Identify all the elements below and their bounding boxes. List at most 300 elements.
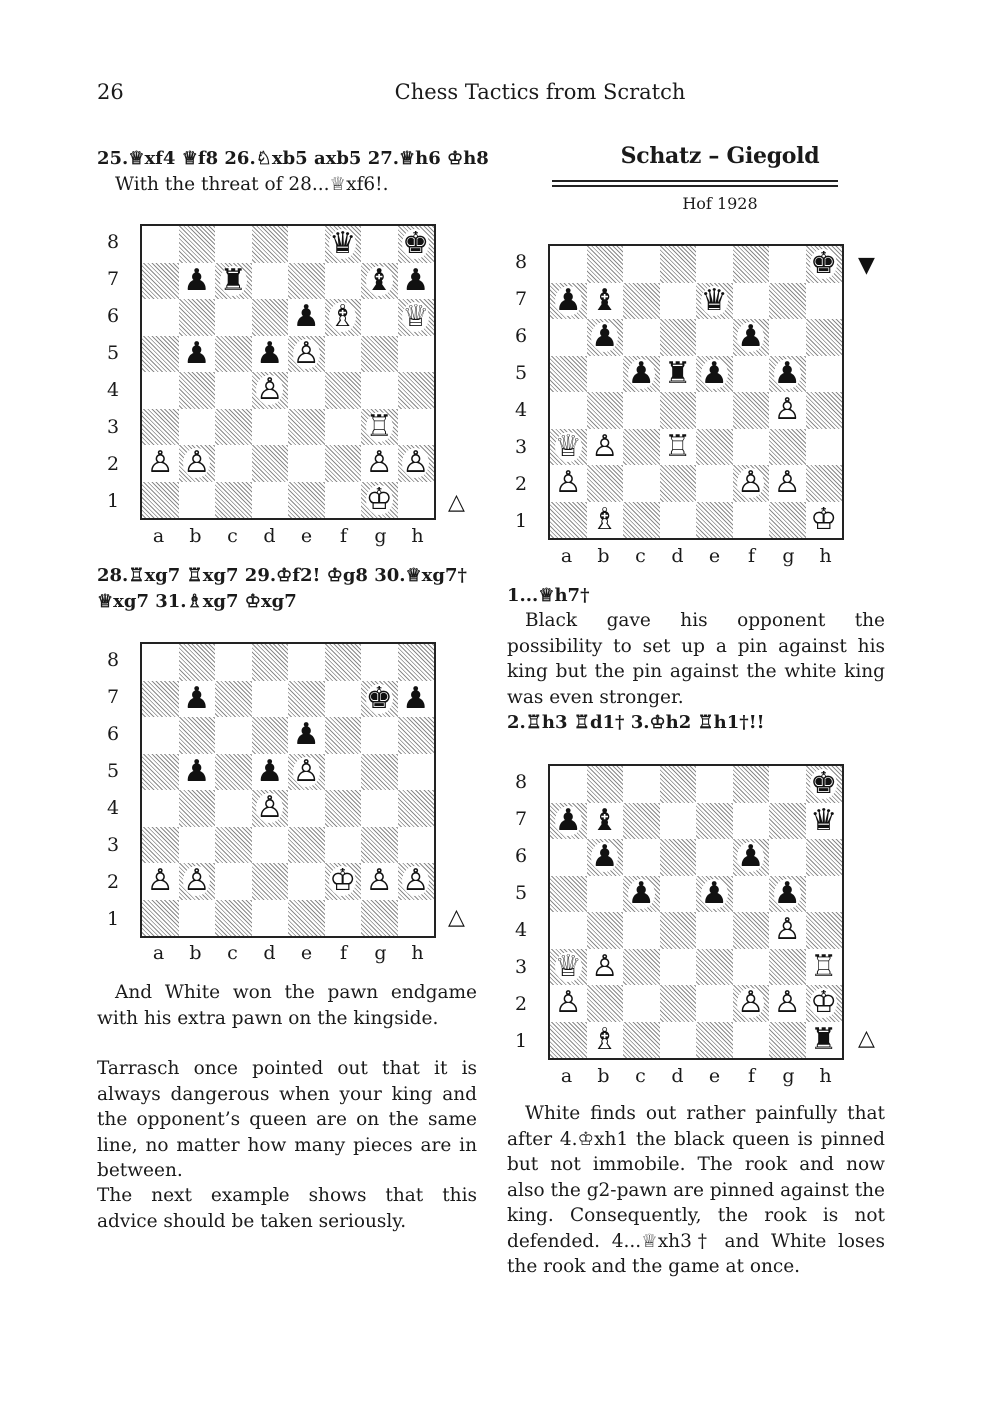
rank-label: 2 bbox=[106, 870, 120, 893]
square-b4 bbox=[179, 372, 216, 409]
rank-label: 3 bbox=[514, 955, 528, 978]
white-pawn-icon: ♙ bbox=[256, 790, 284, 826]
square-f7 bbox=[733, 283, 770, 320]
square-f1 bbox=[733, 502, 770, 539]
square-g6 bbox=[769, 319, 806, 356]
square-a8 bbox=[142, 226, 179, 263]
black-queen-icon: ♛ bbox=[329, 226, 357, 262]
square-h2 bbox=[398, 445, 435, 482]
square-g1 bbox=[361, 482, 398, 519]
square-a5 bbox=[550, 876, 587, 913]
square-c4 bbox=[215, 372, 252, 409]
square-e1 bbox=[696, 502, 733, 539]
black-king-icon: ♚ bbox=[810, 246, 838, 282]
square-d7 bbox=[252, 681, 289, 718]
file-label: c bbox=[635, 1065, 646, 1087]
square-d2 bbox=[660, 465, 697, 502]
file-label: b bbox=[189, 525, 202, 547]
rank-label: 6 bbox=[514, 324, 528, 347]
white-king-icon: ♔ bbox=[810, 501, 838, 537]
white-king-icon: ♔ bbox=[365, 481, 393, 517]
white-pawn-icon: ♙ bbox=[773, 465, 801, 501]
square-c7 bbox=[623, 283, 660, 320]
square-a8 bbox=[142, 644, 179, 681]
black-pawn-icon: ♟ bbox=[256, 753, 284, 789]
square-a4 bbox=[550, 392, 587, 429]
square-a7 bbox=[550, 803, 587, 840]
move-sequence-2b: ♕xg7 31.♗xg7 ♔xg7 bbox=[97, 591, 297, 612]
file-label: g bbox=[782, 1065, 795, 1087]
square-h2 bbox=[806, 465, 843, 502]
square-b7 bbox=[179, 681, 216, 718]
square-f3 bbox=[325, 409, 362, 446]
black-pawn-icon: ♟ bbox=[773, 875, 801, 911]
square-e7 bbox=[288, 681, 325, 718]
square-g2 bbox=[769, 985, 806, 1022]
square-a7 bbox=[550, 283, 587, 320]
rank-label: 5 bbox=[514, 881, 528, 904]
black-bishop-icon: ♝ bbox=[591, 802, 619, 838]
square-g8 bbox=[361, 644, 398, 681]
white-pawn-icon: ♙ bbox=[554, 985, 582, 1021]
square-d5 bbox=[252, 336, 289, 373]
square-b1 bbox=[179, 482, 216, 519]
square-a1 bbox=[550, 1022, 587, 1059]
square-d3 bbox=[660, 949, 697, 986]
white-to-move-icon: △ bbox=[448, 490, 465, 515]
square-g4 bbox=[361, 790, 398, 827]
square-g7 bbox=[361, 681, 398, 718]
square-a4 bbox=[142, 790, 179, 827]
black-pawn-icon: ♟ bbox=[591, 839, 619, 875]
square-a3 bbox=[142, 827, 179, 864]
white-rook-icon: ♖ bbox=[365, 408, 393, 444]
square-f2 bbox=[325, 863, 362, 900]
square-e7 bbox=[696, 283, 733, 320]
file-label: f bbox=[339, 525, 348, 547]
square-c2 bbox=[215, 445, 252, 482]
square-a7 bbox=[142, 681, 179, 718]
move-sequence-3: 1...♕h7† bbox=[507, 585, 590, 606]
square-g7 bbox=[361, 263, 398, 300]
square-b8 bbox=[179, 644, 216, 681]
white-pawn-icon: ♙ bbox=[591, 948, 619, 984]
chess-board bbox=[548, 244, 844, 540]
file-label: b bbox=[597, 1065, 610, 1087]
square-h4 bbox=[398, 790, 435, 827]
square-g8 bbox=[361, 226, 398, 263]
square-d1 bbox=[252, 900, 289, 937]
square-e4 bbox=[696, 912, 733, 949]
rank-label: 8 bbox=[106, 230, 120, 253]
rank-label: 2 bbox=[514, 472, 528, 495]
white-bishop-icon: ♗ bbox=[591, 1021, 619, 1057]
square-a5 bbox=[550, 356, 587, 393]
rank-label: 8 bbox=[514, 250, 528, 273]
square-h3 bbox=[398, 409, 435, 446]
square-f8 bbox=[325, 226, 362, 263]
white-queen-icon: ♕ bbox=[402, 299, 430, 335]
square-f5 bbox=[733, 876, 770, 913]
black-pawn-icon: ♟ bbox=[700, 355, 728, 391]
square-d8 bbox=[660, 246, 697, 283]
square-a2 bbox=[142, 445, 179, 482]
square-f3 bbox=[325, 827, 362, 864]
square-d7 bbox=[252, 263, 289, 300]
square-g2 bbox=[361, 445, 398, 482]
square-a4 bbox=[142, 372, 179, 409]
square-c6 bbox=[623, 839, 660, 876]
square-h8 bbox=[806, 246, 843, 283]
file-label: b bbox=[189, 942, 202, 964]
square-h6 bbox=[806, 839, 843, 876]
square-e2 bbox=[696, 465, 733, 502]
rank-label: 4 bbox=[514, 398, 528, 421]
file-label: a bbox=[152, 525, 165, 547]
square-d6 bbox=[660, 319, 697, 356]
white-pawn-icon: ♙ bbox=[737, 465, 765, 501]
file-label: g bbox=[782, 545, 795, 567]
square-h5 bbox=[398, 754, 435, 791]
square-a1 bbox=[550, 502, 587, 539]
square-d8 bbox=[252, 644, 289, 681]
rank-label: 1 bbox=[106, 489, 120, 512]
square-f7 bbox=[733, 803, 770, 840]
black-pawn-icon: ♟ bbox=[554, 282, 582, 318]
square-e1 bbox=[288, 900, 325, 937]
file-label: e bbox=[300, 942, 313, 964]
square-d3 bbox=[660, 429, 697, 466]
white-pawn-icon: ♙ bbox=[402, 863, 430, 899]
black-pawn-icon: ♟ bbox=[627, 355, 655, 391]
black-pawn-icon: ♟ bbox=[256, 335, 284, 371]
square-d8 bbox=[660, 766, 697, 803]
square-e3 bbox=[696, 949, 733, 986]
file-label: d bbox=[263, 525, 276, 547]
square-b5 bbox=[587, 876, 624, 913]
square-f4 bbox=[325, 372, 362, 409]
square-g2 bbox=[769, 465, 806, 502]
black-pawn-icon: ♟ bbox=[737, 839, 765, 875]
square-b1 bbox=[587, 502, 624, 539]
square-g3 bbox=[769, 429, 806, 466]
black-pawn-icon: ♟ bbox=[292, 299, 320, 335]
title-rule-top bbox=[552, 180, 838, 182]
square-e2 bbox=[696, 985, 733, 1022]
white-pawn-icon: ♙ bbox=[365, 863, 393, 899]
square-g6 bbox=[361, 299, 398, 336]
black-king-icon: ♚ bbox=[402, 226, 430, 262]
black-pawn-icon: ♟ bbox=[183, 680, 211, 716]
rank-label: 4 bbox=[106, 796, 120, 819]
square-a6 bbox=[142, 299, 179, 336]
square-c5 bbox=[623, 876, 660, 913]
square-g3 bbox=[769, 949, 806, 986]
square-e8 bbox=[288, 644, 325, 681]
file-label: h bbox=[819, 545, 832, 567]
black-king-icon: ♚ bbox=[365, 680, 393, 716]
black-queen-icon: ♛ bbox=[810, 802, 838, 838]
square-c6 bbox=[215, 717, 252, 754]
white-pawn-icon: ♙ bbox=[146, 863, 174, 899]
square-h4 bbox=[806, 912, 843, 949]
square-e5 bbox=[696, 356, 733, 393]
square-h1 bbox=[806, 1022, 843, 1059]
paragraph-conclusion: White finds out rather painfully that after 4.♔xh1 the black queen is pinned but not immobile. The rook and now also the g2-pawn are pinned against the king. Consequently, the rook is not defended. 4...♕xh3† and White loses the rook and the game at once. bbox=[507, 1103, 885, 1277]
square-d6 bbox=[252, 717, 289, 754]
square-d4 bbox=[252, 790, 289, 827]
file-label: h bbox=[411, 525, 424, 547]
square-c2 bbox=[623, 985, 660, 1022]
square-h2 bbox=[398, 863, 435, 900]
square-a2 bbox=[142, 863, 179, 900]
square-a3 bbox=[550, 429, 587, 466]
black-pawn-icon: ♟ bbox=[183, 262, 211, 298]
file-label: c bbox=[227, 942, 238, 964]
square-c8 bbox=[623, 246, 660, 283]
square-g4 bbox=[361, 372, 398, 409]
white-pawn-icon: ♙ bbox=[183, 863, 211, 899]
paragraph-pin: Black gave his opponent the possibility to set up a pin against his king but the pin against the white king was even stronger. bbox=[507, 610, 885, 708]
square-c8 bbox=[215, 226, 252, 263]
square-e7 bbox=[696, 803, 733, 840]
white-to-move-icon: △ bbox=[448, 905, 465, 930]
square-d3 bbox=[252, 409, 289, 446]
square-a3 bbox=[142, 409, 179, 446]
square-f2 bbox=[733, 465, 770, 502]
black-rook-icon: ♜ bbox=[219, 262, 247, 298]
square-g8 bbox=[769, 766, 806, 803]
square-h4 bbox=[806, 392, 843, 429]
square-a7 bbox=[142, 263, 179, 300]
square-d1 bbox=[252, 482, 289, 519]
move-sequence-1: 25.♕xf4 ♕f8 26.♘xb5 axb5 27.♕h6 ♔h8 bbox=[97, 148, 489, 169]
square-g2 bbox=[361, 863, 398, 900]
square-b4 bbox=[587, 392, 624, 429]
rank-label: 4 bbox=[106, 378, 120, 401]
square-b5 bbox=[179, 336, 216, 373]
black-rook-icon: ♜ bbox=[810, 1021, 838, 1057]
square-b1 bbox=[587, 1022, 624, 1059]
square-b5 bbox=[587, 356, 624, 393]
running-title: Chess Tactics from Scratch bbox=[394, 80, 686, 104]
square-c7 bbox=[215, 263, 252, 300]
square-d2 bbox=[252, 863, 289, 900]
rank-label: 5 bbox=[106, 341, 120, 364]
white-pawn-icon: ♙ bbox=[256, 372, 284, 408]
square-f8 bbox=[733, 766, 770, 803]
black-pawn-icon: ♟ bbox=[183, 753, 211, 789]
square-g3 bbox=[361, 409, 398, 446]
square-f4 bbox=[733, 392, 770, 429]
white-pawn-icon: ♙ bbox=[591, 428, 619, 464]
square-d2 bbox=[252, 445, 289, 482]
white-pawn-icon: ♙ bbox=[365, 445, 393, 481]
file-label: h bbox=[411, 942, 424, 964]
square-b1 bbox=[179, 900, 216, 937]
square-c5 bbox=[215, 336, 252, 373]
square-g5 bbox=[361, 336, 398, 373]
square-g1 bbox=[769, 502, 806, 539]
white-pawn-icon: ♙ bbox=[737, 985, 765, 1021]
square-f8 bbox=[733, 246, 770, 283]
square-f6 bbox=[325, 299, 362, 336]
square-h3 bbox=[806, 949, 843, 986]
paragraph-tarrasch: Tarrasch once pointed out that it is always dangerous when your king and the opponent’s queen are on the same line, no matter how many pieces are in between. bbox=[97, 1058, 477, 1181]
square-c6 bbox=[623, 319, 660, 356]
square-d7 bbox=[660, 803, 697, 840]
square-d5 bbox=[660, 876, 697, 913]
square-f6 bbox=[733, 839, 770, 876]
square-d6 bbox=[252, 299, 289, 336]
square-b2 bbox=[587, 465, 624, 502]
square-a1 bbox=[142, 482, 179, 519]
white-to-move-icon: △ bbox=[858, 1026, 875, 1051]
square-e3 bbox=[288, 827, 325, 864]
square-h5 bbox=[806, 876, 843, 913]
square-b8 bbox=[587, 246, 624, 283]
white-pawn-icon: ♙ bbox=[146, 445, 174, 481]
square-h7 bbox=[806, 283, 843, 320]
file-label: e bbox=[708, 545, 721, 567]
square-g4 bbox=[769, 392, 806, 429]
game-title: Schatz – Giegold bbox=[620, 143, 820, 169]
square-f2 bbox=[325, 445, 362, 482]
square-f4 bbox=[325, 790, 362, 827]
square-h8 bbox=[806, 766, 843, 803]
rank-label: 7 bbox=[514, 287, 528, 310]
square-a5 bbox=[142, 336, 179, 373]
square-f5 bbox=[325, 754, 362, 791]
black-pawn-icon: ♟ bbox=[292, 717, 320, 753]
square-a6 bbox=[550, 839, 587, 876]
square-a2 bbox=[550, 985, 587, 1022]
square-b4 bbox=[179, 790, 216, 827]
file-label: f bbox=[339, 942, 348, 964]
square-f2 bbox=[733, 985, 770, 1022]
square-f1 bbox=[325, 482, 362, 519]
black-pawn-icon: ♟ bbox=[700, 875, 728, 911]
square-a4 bbox=[550, 912, 587, 949]
square-f1 bbox=[733, 1022, 770, 1059]
square-b8 bbox=[587, 766, 624, 803]
square-h5 bbox=[398, 336, 435, 373]
square-g8 bbox=[769, 246, 806, 283]
square-g1 bbox=[361, 900, 398, 937]
rank-label: 4 bbox=[514, 918, 528, 941]
square-b4 bbox=[587, 912, 624, 949]
square-b7 bbox=[587, 283, 624, 320]
square-e1 bbox=[288, 482, 325, 519]
file-label: c bbox=[635, 545, 646, 567]
square-d6 bbox=[660, 839, 697, 876]
file-label: e bbox=[300, 525, 313, 547]
threat-note: With the threat of 28...♕xf6!. bbox=[115, 174, 389, 195]
square-e7 bbox=[288, 263, 325, 300]
square-e4 bbox=[288, 790, 325, 827]
square-e6 bbox=[696, 319, 733, 356]
white-rook-icon: ♖ bbox=[810, 948, 838, 984]
square-b6 bbox=[587, 839, 624, 876]
square-c8 bbox=[215, 644, 252, 681]
square-e4 bbox=[288, 372, 325, 409]
black-bishop-icon: ♝ bbox=[365, 262, 393, 298]
square-a5 bbox=[142, 754, 179, 791]
black-to-move-icon: ▼ bbox=[858, 253, 875, 278]
square-e6 bbox=[288, 299, 325, 336]
black-queen-icon: ♛ bbox=[700, 282, 728, 318]
square-d2 bbox=[660, 985, 697, 1022]
rank-label: 7 bbox=[106, 685, 120, 708]
square-g4 bbox=[769, 912, 806, 949]
square-g3 bbox=[361, 827, 398, 864]
square-g6 bbox=[361, 717, 398, 754]
rank-label: 3 bbox=[514, 435, 528, 458]
page-number: 26 bbox=[97, 80, 124, 104]
white-pawn-icon: ♙ bbox=[773, 912, 801, 948]
white-queen-icon: ♕ bbox=[554, 428, 582, 464]
square-c1 bbox=[623, 502, 660, 539]
square-b2 bbox=[179, 445, 216, 482]
white-king-icon: ♔ bbox=[329, 863, 357, 899]
chess-board bbox=[548, 764, 844, 1060]
square-b3 bbox=[587, 429, 624, 466]
file-label: c bbox=[227, 525, 238, 547]
square-c1 bbox=[623, 1022, 660, 1059]
black-king-icon: ♚ bbox=[810, 766, 838, 802]
square-f1 bbox=[325, 900, 362, 937]
square-d5 bbox=[252, 754, 289, 791]
white-queen-icon: ♕ bbox=[554, 948, 582, 984]
square-d4 bbox=[660, 392, 697, 429]
square-c3 bbox=[215, 409, 252, 446]
file-label: d bbox=[671, 545, 684, 567]
square-c2 bbox=[215, 863, 252, 900]
file-label: a bbox=[152, 942, 165, 964]
black-pawn-icon: ♟ bbox=[627, 875, 655, 911]
square-a1 bbox=[142, 900, 179, 937]
rank-label: 1 bbox=[514, 509, 528, 532]
file-label: e bbox=[708, 1065, 721, 1087]
black-bishop-icon: ♝ bbox=[591, 282, 619, 318]
square-e6 bbox=[288, 717, 325, 754]
black-pawn-icon: ♟ bbox=[554, 802, 582, 838]
square-g6 bbox=[769, 839, 806, 876]
square-e3 bbox=[696, 429, 733, 466]
rank-label: 5 bbox=[514, 361, 528, 384]
square-a8 bbox=[550, 766, 587, 803]
rank-label: 3 bbox=[106, 415, 120, 438]
square-a8 bbox=[550, 246, 587, 283]
file-label: g bbox=[374, 525, 387, 547]
white-pawn-icon: ♙ bbox=[773, 392, 801, 428]
black-rook-icon: ♜ bbox=[664, 355, 692, 391]
white-pawn-icon: ♙ bbox=[292, 335, 320, 371]
white-pawn-icon: ♙ bbox=[554, 465, 582, 501]
rank-label: 8 bbox=[514, 770, 528, 793]
file-label: g bbox=[374, 942, 387, 964]
square-e2 bbox=[288, 863, 325, 900]
square-c3 bbox=[215, 827, 252, 864]
square-h3 bbox=[398, 827, 435, 864]
square-b7 bbox=[179, 263, 216, 300]
square-c1 bbox=[215, 900, 252, 937]
square-f5 bbox=[325, 336, 362, 373]
square-a6 bbox=[550, 319, 587, 356]
file-label: a bbox=[560, 545, 573, 567]
square-g7 bbox=[769, 803, 806, 840]
square-h8 bbox=[398, 644, 435, 681]
